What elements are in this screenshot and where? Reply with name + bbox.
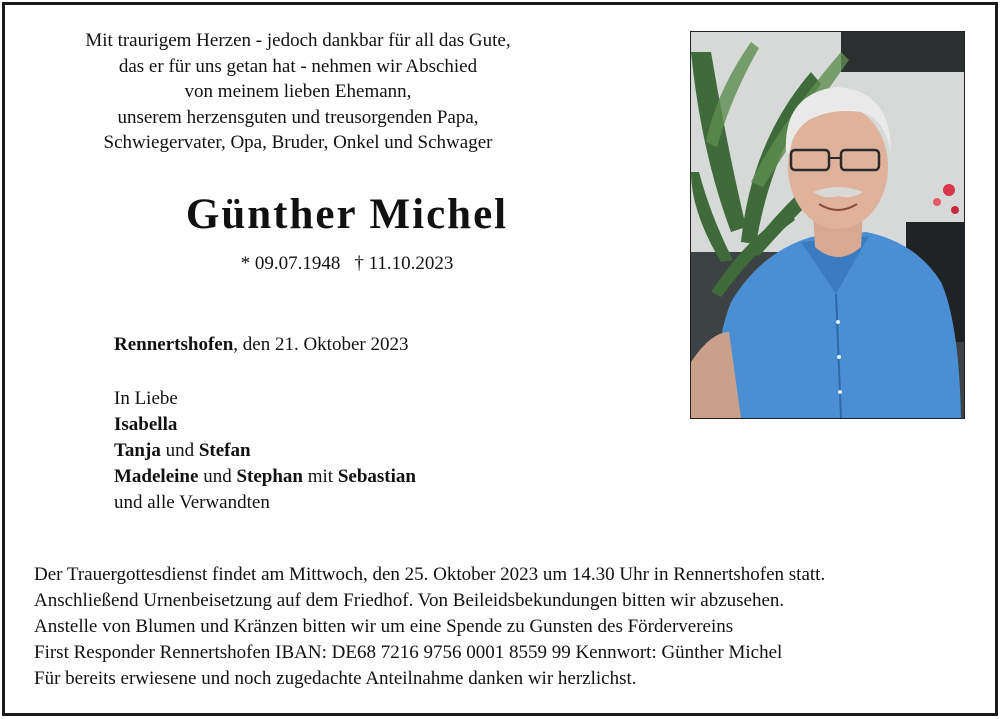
birth-date: * 09.07.1948 [240,253,341,274]
place-date [114,334,408,356]
mourners-opening: In Liebe [114,388,178,409]
conjunction: und [198,466,237,487]
intro-line: Mit traurigem Herzen - jedoch dankbar für all das Gute, [85,30,511,51]
date-text: , den 21. Oktober 2023 [233,334,409,355]
mourner-line [114,412,416,438]
mourner-line [114,438,416,464]
intro-line: unserem herzensguten und treusorgenden Papa, [117,106,479,128]
place-name: Rennertshofen [114,334,234,355]
mourner-line [114,464,416,490]
notice-line: Für bereits erwiesene und noch zugedachte Anteilnahme danken wir herzlichst. [34,668,637,689]
conjunction: mit [302,466,338,487]
conjunction: und [160,440,199,461]
mourner-name: Tanja [114,440,161,461]
mourner-name: Madeleine [114,466,199,487]
mourners-list [114,386,416,516]
mourner-name: Stephan [236,466,303,487]
intro-text [48,28,548,156]
notice-line: Anschließend Urnenbeisetzung auf dem Friedhof. Von Beileidsbekundungen bitten wir abzusehen. [34,590,785,611]
deceased-name: Günther Michel [185,191,509,238]
mourner-name: Stefan [198,440,251,461]
mourner-name: Sebastian [337,466,416,487]
notice-line: Anstelle von Blumen und Kränzen bitten wir um eine Spende zu Gunsten des Fördervereins [34,616,734,637]
intro-line: von meinem lieben Ehemann, [184,81,412,103]
notice-line: First Responder Rennertshofen IBAN: DE68 7216 9756 0001 8559 99 Kennwort: Günther Michel [34,642,783,663]
notice-line: Der Trauergottesdienst findet am Mittwoch, den 25. Oktober 2023 um 14.30 Uhr in Rennertshofen statt. [34,564,826,585]
death-date: † 11.10.2023 [354,253,454,274]
mourners-closing: und alle Verwandten [114,492,270,513]
life-dates [48,253,646,275]
funeral-notice [34,562,825,692]
mourner-name: Isabella [114,414,178,435]
intro-line: Schwiegervater, Opa, Bruder, Onkel und Schwager [103,132,493,154]
portrait-photo [690,31,965,419]
intro-line: das er für uns getan hat - nehmen wir Abschied [118,55,478,77]
